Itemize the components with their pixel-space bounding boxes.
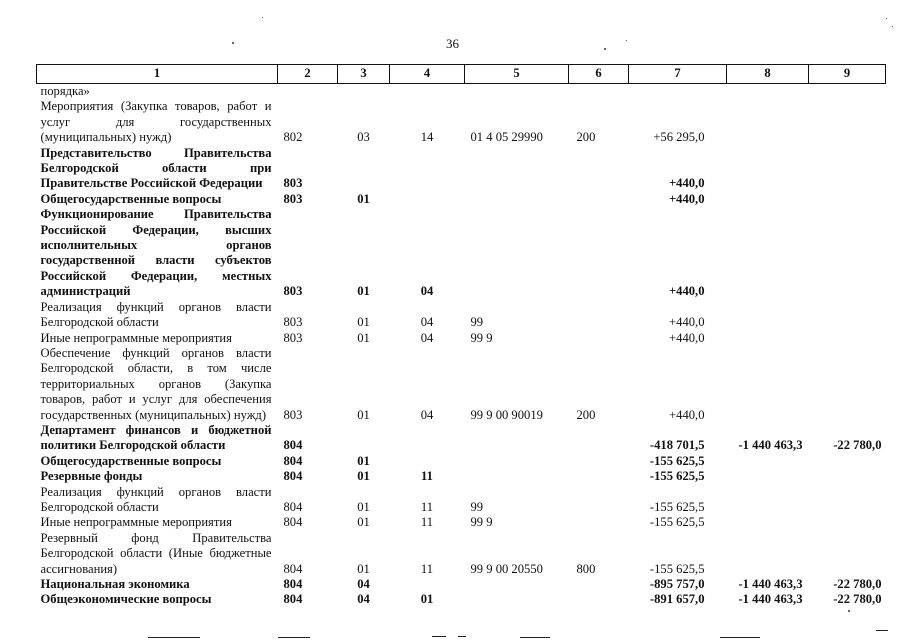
row-value-cell-col7: -155 625,5 [649,499,705,514]
row-value-cell-col6: 800 [576,561,596,576]
table-row [37,192,886,207]
scan-speck [604,48,606,50]
row-value-cell-col7: +440,0 [668,176,705,191]
row-value-cell-col8 [727,300,809,331]
row-value-cell-col6 [569,577,629,592]
column-header-6: 6 [569,65,629,84]
row-value-cell-col2: 804 [283,592,303,607]
row-value-cell-col5: 99 [470,315,484,330]
row-value-cell-col9: -22 780,0 [833,592,882,607]
row-name-cell: порядка» [40,84,90,98]
row-value-cell-col9 [809,192,886,207]
row-value-cell-col3: 01 [357,469,370,484]
row-value-cell-col7: -155 625,5 [649,515,705,530]
table-row [37,531,886,577]
row-value-cell-col7: +56 295,0 [653,130,705,145]
row-name-cell: Представительство Правительства Белгородской области при Правительстве Российской Федерации [40,145,272,191]
row-value-cell-col3: 01 [357,515,370,530]
row-value-cell-col5: 99 [470,499,484,514]
row-value-cell-col2: 803 [283,284,303,299]
row-value-cell-col7: -891 657,0 [649,592,705,607]
row-value-cell-col4: 04 [420,407,434,422]
row-name-cell: Общеэкономические вопросы [40,592,212,607]
budget-table [36,64,886,608]
row-value-cell-col8 [727,454,809,469]
scan-line [148,637,200,638]
row-value-cell-col7 [629,84,727,100]
row-value-cell-col7: +440,0 [669,330,705,345]
row-value-cell-col5: 99 9 [470,515,493,530]
row-value-cell-col3 [338,423,390,454]
row-value-cell-col2: 803 [283,315,303,330]
row-value-cell-col2: 804 [283,453,303,468]
row-name-cell: Иные непрограммные мероприятия [40,330,232,345]
row-value-cell-col6 [569,207,629,299]
row-value-cell-col2: 804 [283,577,303,591]
row-value-cell-col2 [278,84,338,100]
row-value-cell-col2: 803 [283,407,303,422]
row-value-cell-col8: -1 440 463,3 [738,592,803,607]
row-value-cell-col5 [465,469,569,484]
row-value-cell-col8 [727,192,809,207]
row-value-cell-col3: 04 [357,592,370,607]
row-value-cell-col2: 803 [283,330,303,345]
row-value-cell-col9 [809,84,886,100]
scan-speck [262,17,263,18]
row-value-cell-col4: 11 [420,561,434,576]
table-header [37,65,886,84]
table-row [37,146,886,192]
table-body [37,84,886,608]
row-value-cell-col4: 11 [420,499,434,514]
row-value-cell-col3: 04 [357,577,370,591]
row-value-cell-col3: 01 [357,284,370,299]
row-value-cell-col4: 04 [420,284,434,299]
scan-speck [848,610,850,612]
column-header-3: 3 [338,65,390,84]
scan-line [432,636,446,637]
row-value-cell-col5 [465,592,569,607]
row-value-cell-col5 [465,192,569,207]
row-value-cell-col5 [465,84,569,100]
row-value-cell-col3: 01 [357,499,370,514]
column-header-9: 9 [809,65,886,84]
row-value-cell-col6 [569,515,629,530]
row-value-cell-col8: -1 440 463,3 [738,577,803,591]
row-value-cell-col7: +440,0 [669,315,705,330]
row-value-cell-col9 [809,146,886,192]
row-value-cell-col2: 803 [283,191,303,206]
row-value-cell-col6 [569,485,629,516]
row-value-cell-col5 [465,207,569,299]
row-value-cell-col8 [727,146,809,192]
row-value-cell-col4: 11 [421,469,433,484]
scan-speck [892,26,893,27]
row-value-cell-col6 [569,423,629,454]
row-value-cell-col2: 802 [283,130,303,145]
column-header-4: 4 [390,65,465,84]
row-value-cell-col9: -22 780,0 [833,438,882,453]
row-value-cell-col3: 01 [357,330,370,345]
row-value-cell-col2: 804 [283,499,303,514]
row-value-cell-col6 [569,469,629,484]
row-value-cell-col9 [809,346,886,423]
scan-speck [626,40,627,41]
row-value-cell-col3: 01 [357,315,370,330]
table-row [37,99,886,145]
row-value-cell-col7: +440,0 [669,407,705,422]
scan-line [720,637,760,638]
row-value-cell-col3: 01 [357,407,370,422]
row-value-cell-col4 [390,577,465,592]
row-value-cell-col6: 200 [576,407,596,422]
row-name-cell: Резервный фонд Правительства Белгородской области (Иные бюджетные ассигнования) [40,530,272,576]
table-row [37,346,886,423]
row-value-cell-col9 [809,207,886,299]
row-value-cell-col8 [727,346,809,423]
row-value-cell-col6 [569,592,629,607]
row-value-cell-col9 [809,454,886,469]
row-value-cell-col8 [727,331,809,346]
row-value-cell-col4: 04 [420,330,434,345]
row-value-cell-col2: 804 [283,561,303,576]
row-value-cell-col7: -895 757,0 [649,577,705,591]
table-row [37,592,886,607]
row-value-cell-col3: 03 [357,130,370,145]
row-value-cell-col8: -1 440 463,3 [738,438,803,453]
row-name-cell: Резервные фонды [40,469,143,484]
row-value-cell-col8 [727,99,809,145]
row-name-cell: Мероприятия (Закупка товаров, работ и услуг для государственных (муниципальных) нужд) [40,99,272,145]
row-value-cell-col2: 804 [283,469,303,484]
row-name-cell: Реализация функций органов власти Белгородской области [40,484,272,514]
row-value-cell-col4 [390,423,465,454]
row-value-cell-col5 [465,577,569,592]
row-value-cell-col9 [809,515,886,530]
row-value-cell-col4 [390,84,465,100]
row-value-cell-col3: 01 [357,453,370,468]
row-value-cell-col3: 01 [357,561,370,576]
row-name-cell: Общегосударственные вопросы [40,453,222,468]
header-row [37,65,886,84]
column-header-2: 2 [278,65,338,84]
row-value-cell-col2: 803 [283,176,303,191]
row-value-cell-col7: -155 625,5 [649,453,705,468]
row-name-cell: Реализация функций органов власти Белгородской области [40,299,272,330]
table-row [37,485,886,516]
row-value-cell-col9: -22 780,0 [833,577,882,591]
row-value-cell-col9 [809,485,886,516]
scan-speck [232,42,234,44]
table-row [37,331,886,346]
row-name-cell: Обеспечение функций органов власти Белгородской области, в том числе территориальных органов (Закупка товаров, работ и услуг для обеспечения государственных (муниципальных) нужд) [40,345,272,422]
scan-line [520,637,550,638]
row-value-cell-col5: 99 9 00 90019 [470,407,543,422]
row-value-cell-col5: 01 4 05 29990 [470,130,543,145]
row-value-cell-col7: -418 701,5 [649,438,705,453]
row-value-cell-col7: +440,0 [668,191,705,206]
column-header-7: 7 [629,65,727,84]
row-value-cell-col3 [338,146,390,192]
row-value-cell-col8 [727,207,809,299]
row-value-cell-col4 [390,146,465,192]
row-value-cell-col2: 804 [283,515,303,530]
column-header-8: 8 [727,65,809,84]
row-value-cell-col9 [809,469,886,484]
row-value-cell-col9 [809,99,886,145]
row-value-cell-col5 [465,423,569,454]
scan-line [876,630,888,631]
row-name-cell: Национальная экономика [40,577,190,591]
row-value-cell-col5: 99 9 [470,330,493,345]
row-value-cell-col8 [727,469,809,484]
row-value-cell-col3 [338,84,390,100]
row-value-cell-col8 [727,84,809,100]
row-name-cell: Общегосударственные вопросы [40,191,222,206]
table-row [37,577,886,592]
row-value-cell-col4: 11 [420,515,434,530]
scan-line [458,636,466,637]
table-row [37,84,886,100]
row-value-cell-col6 [569,192,629,207]
scan-line [278,637,310,638]
row-value-cell-col6 [569,84,629,100]
column-header-5: 5 [465,65,569,84]
row-value-cell-col4 [390,454,465,469]
row-value-cell-col6 [569,300,629,331]
row-value-cell-col9 [809,531,886,577]
table-row [37,207,886,299]
scan-speck [886,18,887,19]
row-value-cell-col8 [727,485,809,516]
table-row [37,423,886,454]
row-value-cell-col6 [569,146,629,192]
row-value-cell-col5: 99 9 00 20550 [470,561,543,576]
row-value-cell-col6: 200 [576,130,596,145]
column-header-1: 1 [37,65,278,84]
page-number: 36 [446,36,459,51]
row-value-cell-col9 [809,300,886,331]
row-value-cell-col9 [809,331,886,346]
table-row [37,300,886,331]
row-value-cell-col7: -155 625,5 [649,469,705,484]
row-value-cell-col5 [465,146,569,192]
row-value-cell-col8 [727,531,809,577]
row-name-cell: Иные непрограммные мероприятия [40,515,232,530]
row-value-cell-col4 [390,192,465,207]
table-row [37,454,886,469]
row-value-cell-col7: +440,0 [668,284,705,299]
row-value-cell-col6 [569,331,629,346]
row-value-cell-col4: 14 [420,130,434,145]
row-value-cell-col3: 01 [357,191,370,206]
row-value-cell-col5 [465,454,569,469]
table-row [37,469,886,484]
row-value-cell-col4: 04 [420,315,434,330]
row-value-cell-col6 [569,454,629,469]
row-name-cell: Функционирование Правительства Российской Федерации, высших исполнительных органов государственной власти субъектов Российской Федерации, местных администраций [40,207,272,299]
table-row [37,515,886,530]
row-value-cell-col2: 804 [283,438,303,453]
row-name-cell: Департамент финансов и бюджетной политики Белгородской области [40,422,272,453]
row-value-cell-col8 [727,515,809,530]
row-value-cell-col4: 01 [420,592,434,607]
row-value-cell-col7: -155 625,5 [649,561,705,576]
